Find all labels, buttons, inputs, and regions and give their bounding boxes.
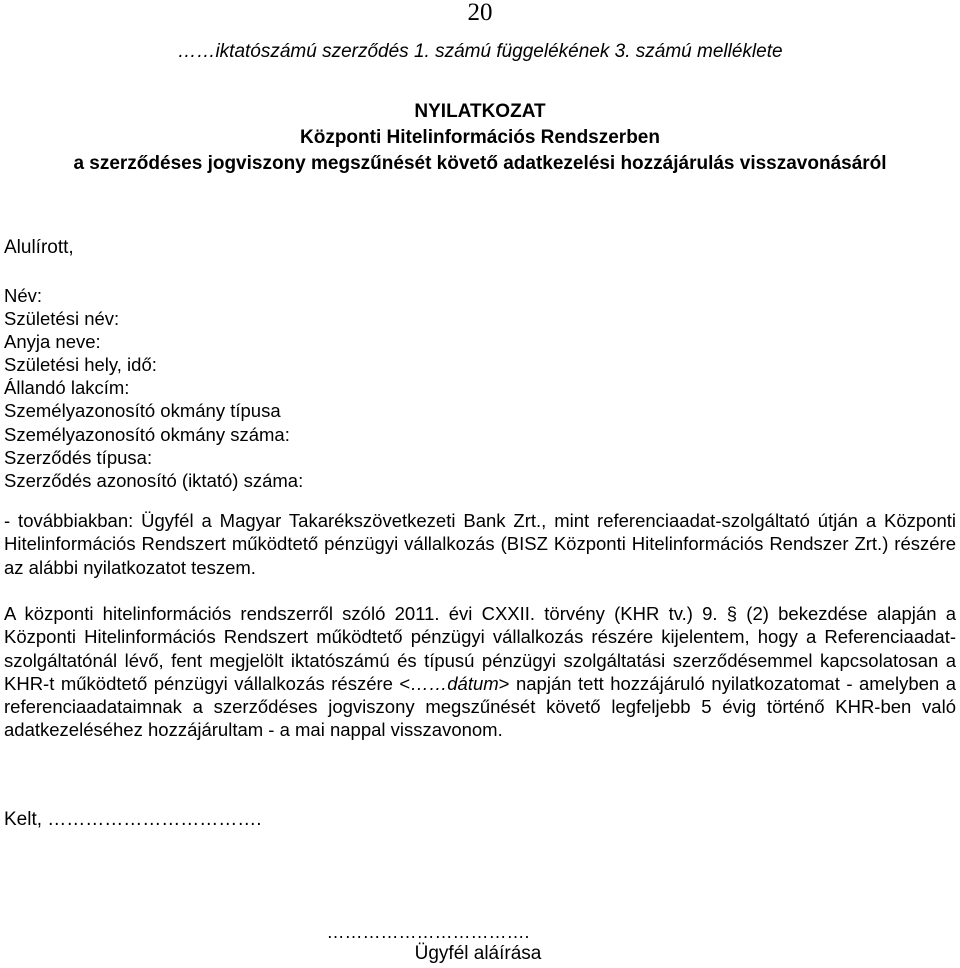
- page-number: 20: [467, 0, 493, 26]
- field-label-mother-name: Anyja neve:: [4, 331, 101, 353]
- title-line-2: Központi Hitelinformációs Rendszerben: [300, 127, 660, 148]
- signature-caption: Ügyfél aláírása: [414, 943, 542, 964]
- appendix-reference: ……iktatószámú szerződés 1. számú függelékének 3. számú melléklete: [177, 41, 783, 62]
- signature-line: …………………………….: [326, 922, 530, 942]
- field-label-id-doc-number: Személyazonosító okmány száma:: [4, 423, 290, 445]
- intro-text: Alulírott,: [4, 237, 74, 258]
- field-label-contract-id: Szerződés azonosító (iktató) száma:: [4, 469, 304, 491]
- field-label-birth-place-date: Születési hely, idő:: [4, 354, 157, 376]
- field-label-name: Név:: [4, 285, 43, 306]
- field-label-id-doc-type: Személyazonosító okmány típusa: [4, 400, 281, 422]
- paragraph-2-text-end: > napján tett hozzájáruló nyilatkozatomat - amelyben a referenciaadataimnak a szerződéses jogviszony megszűnését követő legfeljebb 5 évig történő KHR-ben való adatkezeléséhez hozzájárultam - a mai nappal visszavonom.: [4, 672, 956, 741]
- field-label-contract-type: Szerződés típusa:: [4, 446, 153, 468]
- date-placeholder: ……dátum: [410, 672, 499, 694]
- document-title: [0, 99, 960, 177]
- paragraph-2-text-start: A központi hitelinformációs rendszerről szóló 2011. évi CXXII. törvény (KHR tv.) 9. § (2) bekezdése alapján a Központi Hitelinformációs Rendszert működtető pénzügyi vállalkozás részére kijelentem, hogy a Referenciaadat-szolgáltatónál lévő, fent megjelölt iktatószámú és típusú pénzügyi szolgáltatási szerződésemmel kapcsolatosan a KHR-t működtető pénzügyi vállalkozás részére <: [4, 603, 956, 694]
- declaration-paragraph-2: [4, 602, 956, 742]
- field-label-address: Állandó lakcím:: [4, 377, 130, 399]
- title-line-3: a szerződéses jogviszony megszűnését követő adatkezelési hozzájárulás visszavonásáról: [73, 153, 887, 174]
- place-date-line: Kelt, …………………………….: [4, 809, 262, 830]
- personal-data-fields: [4, 284, 303, 492]
- field-label-birth-name: Születési név:: [4, 308, 120, 330]
- title-line-1: NYILATKOZAT: [414, 101, 546, 122]
- declaration-paragraph-1: - továbbiakban: Ügyfél a Magyar Takarékszövetkezeti Bank Zrt., mint referenciaadat-szolgáltató útján a Központi Hitelinformációs Rendszert működtető pénzügyi vállalkozás (BISZ Központi Hitelinformációs Rendszer Zrt.) részére az alábbi nyilatkozatot teszem.: [4, 510, 956, 578]
